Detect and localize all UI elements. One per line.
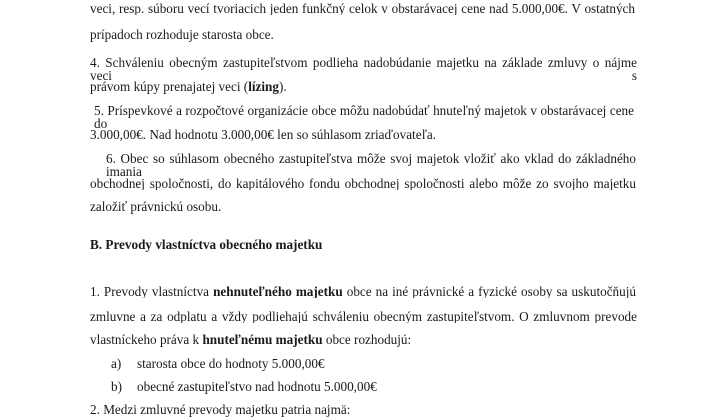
text-span: obce na iné právnické a fyzické osoby sa uskutočňujú (342, 285, 636, 299)
list-text: obecné zastupiteľstvo nad hodnotu 5.000,00€ (137, 379, 377, 394)
paragraph-6: 6. Obec so súhlasom obecného zastupiteľstva môže svoj majetok vložiť ako vklad do základného imania (106, 152, 636, 179)
paragraph-b1-continuation (90, 333, 411, 346)
list-text: starosta obce do hodnoty 5.000,00€ (137, 356, 325, 371)
list-marker: b) (111, 379, 122, 394)
text-span: obce rozhodujú: (322, 332, 412, 347)
paragraph-b1-continuation: zmluvne a za odplatu a vždy podliehajú schváleniu obecným zastupiteľstvom. O zmluvnom prevode (90, 310, 637, 324)
bold-term: hnuteľnému majetku (202, 332, 323, 347)
text-span: vlastníckeho práva k (90, 332, 203, 347)
text-line: veci, resp. súboru vecí tvoriacich jeden funkčný celok v obstarávacej cene nad 5.000,00€. V ostatných (90, 2, 635, 16)
list-item (111, 380, 377, 393)
paragraph-4-continuation (90, 80, 287, 93)
paragraph-5-continuation: 3.000,00€. Nad hodnotu 3.000,00€ len so súhlasom zriaďovateľa. (90, 127, 437, 142)
bold-term: nehnuteľného majetku (213, 285, 343, 299)
paragraph-b1 (90, 285, 636, 298)
paragraph-6-continuation: založiť právnickú osobu. (90, 199, 222, 214)
paragraph-4: 4. Schváleniu obecným zastupiteľstvom podlieha nadobúdanie majetku na základe zmluvy o nájme veci s (90, 56, 637, 83)
paragraph-2: 2. Medzi zmluvné prevody majetku patria najmä: (90, 402, 351, 417)
paragraph-6-continuation: obchodnej spoločnosti, do kapitálového fondu obchodnej spoločnosti alebo môže zo svojho majetku (90, 177, 636, 191)
text-span: 1. Prevody vlastníctva (90, 285, 214, 299)
list-item (111, 357, 325, 370)
text-line: prípadoch rozhoduje starosta obce. (90, 27, 274, 42)
text-span: ). (278, 79, 287, 94)
list-marker: a) (111, 356, 122, 371)
text-span: právom kúpy prenajatej veci ( (90, 79, 249, 94)
paragraph-5: 5. Príspevkové a rozpočtové organizácie obce môžu nadobúdať hnuteľný majetok v obstarávacej cene do (94, 104, 634, 131)
bold-term: lízing (248, 79, 279, 94)
section-heading: B. Prevody vlastníctva obecného majetku (90, 237, 323, 252)
